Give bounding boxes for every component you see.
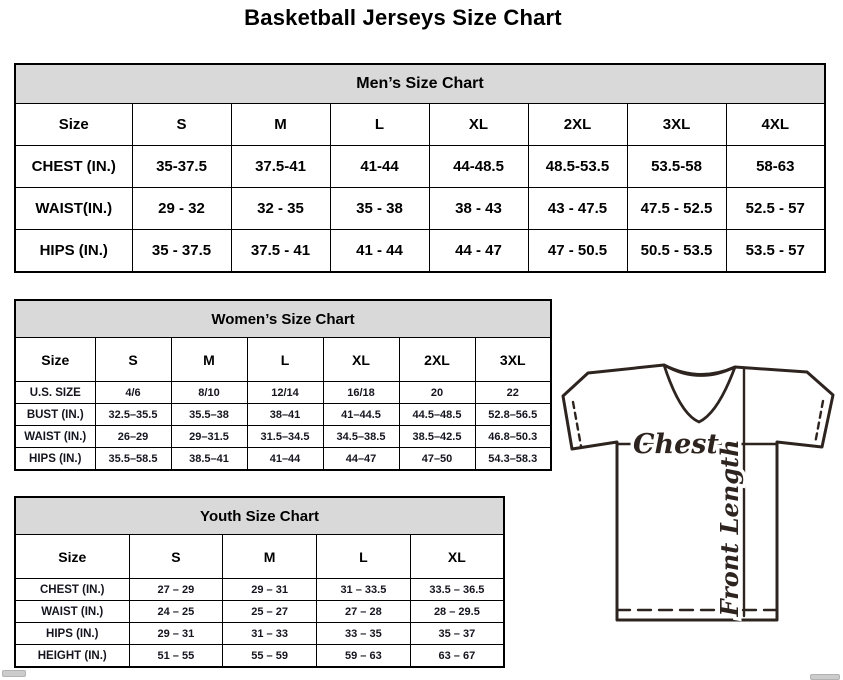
womens-table-row xyxy=(15,448,551,471)
mens-cell-value: 58-63 xyxy=(726,146,825,188)
mens-column-header-size: Size xyxy=(15,104,132,146)
womens-row-label: HIPS (IN.) xyxy=(15,448,95,471)
womens-row-label: BUST (IN.) xyxy=(15,404,95,426)
mens-column-header-m: M xyxy=(231,104,330,146)
youth-cell-value: 29 – 31 xyxy=(223,579,317,601)
mens-cell-value: 44-48.5 xyxy=(429,146,528,188)
mens-cell-value: 37.5-41 xyxy=(231,146,330,188)
womens-table-row xyxy=(15,404,551,426)
youth-size-chart-table xyxy=(14,496,505,668)
womens-cell-value: 38.5–42.5 xyxy=(399,426,475,448)
youth-cell-value: 29 – 31 xyxy=(129,623,223,645)
womens-cell-value: 54.3–58.3 xyxy=(475,448,551,471)
youth-cell-value: 27 – 29 xyxy=(129,579,223,601)
mens-row-label: WAIST(IN.) xyxy=(15,188,132,230)
youth-column-header-m: M xyxy=(223,535,317,579)
youth-cell-value: 59 – 63 xyxy=(317,645,411,668)
womens-size-chart-table xyxy=(14,299,552,471)
horizontal-scrollbar-thumb-right[interactable] xyxy=(810,674,840,680)
youth-table-row xyxy=(15,623,504,645)
womens-table-row xyxy=(15,382,551,404)
youth-cell-value: 25 – 27 xyxy=(223,601,317,623)
womens-cell-value: 20 xyxy=(399,382,475,404)
mens-column-header-2xl: 2XL xyxy=(528,104,627,146)
mens-cell-value: 41 - 44 xyxy=(330,230,429,273)
youth-cell-value: 33.5 – 36.5 xyxy=(410,579,504,601)
mens-row-label: CHEST (IN.) xyxy=(15,146,132,188)
mens-column-header-3xl: 3XL xyxy=(627,104,726,146)
womens-cell-value: 35.5–38 xyxy=(171,404,247,426)
youth-cell-value: 31 – 33.5 xyxy=(317,579,411,601)
womens-column-header-xl: XL xyxy=(323,338,399,382)
womens-cell-value: 38–41 xyxy=(247,404,323,426)
womens-column-header-l: L xyxy=(247,338,323,382)
womens-table-row xyxy=(15,426,551,448)
womens-cell-value: 26–29 xyxy=(95,426,171,448)
mens-cell-value: 47.5 - 52.5 xyxy=(627,188,726,230)
womens-cell-value: 38.5–41 xyxy=(171,448,247,471)
youth-row-label: HIPS (IN.) xyxy=(15,623,129,645)
youth-cell-value: 31 – 33 xyxy=(223,623,317,645)
youth-cell-value: 35 – 37 xyxy=(410,623,504,645)
womens-cell-value: 4/6 xyxy=(95,382,171,404)
youth-column-header-size: Size xyxy=(15,535,129,579)
womens-column-header-m: M xyxy=(171,338,247,382)
youth-column-header-l: L xyxy=(317,535,411,579)
womens-table-title: Women’s Size Chart xyxy=(15,300,551,338)
youth-cell-value: 55 – 59 xyxy=(223,645,317,668)
mens-cell-value: 35-37.5 xyxy=(132,146,231,188)
youth-cell-value: 33 – 35 xyxy=(317,623,411,645)
womens-column-header-3xl: 3XL xyxy=(475,338,551,382)
womens-row-label: U.S. SIZE xyxy=(15,382,95,404)
womens-column-header-s: S xyxy=(95,338,171,382)
womens-cell-value: 32.5–35.5 xyxy=(95,404,171,426)
womens-cell-value: 44–47 xyxy=(323,448,399,471)
youth-table-row xyxy=(15,645,504,668)
mens-cell-value: 35 - 37.5 xyxy=(132,230,231,273)
youth-table-row xyxy=(15,579,504,601)
mens-cell-value: 37.5 - 41 xyxy=(231,230,330,273)
womens-cell-value: 8/10 xyxy=(171,382,247,404)
mens-cell-value: 47 - 50.5 xyxy=(528,230,627,273)
mens-cell-value: 53.5 - 57 xyxy=(726,230,825,273)
youth-table-title: Youth Size Chart xyxy=(15,497,504,535)
womens-cell-value: 16/18 xyxy=(323,382,399,404)
youth-column-header-xl: XL xyxy=(410,535,504,579)
mens-cell-value: 32 - 35 xyxy=(231,188,330,230)
youth-row-label: HEIGHT (IN.) xyxy=(15,645,129,668)
mens-cell-value: 43 - 47.5 xyxy=(528,188,627,230)
womens-cell-value: 47–50 xyxy=(399,448,475,471)
youth-row-label: CHEST (IN.) xyxy=(15,579,129,601)
page-title: Basketball Jerseys Size Chart xyxy=(244,5,562,30)
mens-table-row xyxy=(15,146,825,188)
mens-column-header-s: S xyxy=(132,104,231,146)
womens-row-label: WAIST (IN.) xyxy=(15,426,95,448)
womens-cell-value: 34.5–38.5 xyxy=(323,426,399,448)
mens-cell-value: 50.5 - 53.5 xyxy=(627,230,726,273)
youth-table-row xyxy=(15,601,504,623)
mens-row-label: HIPS (IN.) xyxy=(15,230,132,273)
mens-column-header-xl: XL xyxy=(429,104,528,146)
mens-cell-value: 41-44 xyxy=(330,146,429,188)
womens-cell-value: 46.8–50.3 xyxy=(475,426,551,448)
womens-cell-value: 41–44.5 xyxy=(323,404,399,426)
youth-cell-value: 28 – 29.5 xyxy=(410,601,504,623)
front-length-label: Front Length xyxy=(715,439,744,617)
mens-cell-value: 38 - 43 xyxy=(429,188,528,230)
youth-column-header-s: S xyxy=(129,535,223,579)
mens-cell-value: 53.5-58 xyxy=(627,146,726,188)
mens-cell-value: 35 - 38 xyxy=(330,188,429,230)
mens-table-row xyxy=(15,230,825,273)
horizontal-scrollbar-thumb-left[interactable] xyxy=(2,670,26,677)
youth-row-label: WAIST (IN.) xyxy=(15,601,129,623)
womens-cell-value: 52.8–56.5 xyxy=(475,404,551,426)
womens-column-header-size: Size xyxy=(15,338,95,382)
womens-column-header-2xl: 2XL xyxy=(399,338,475,382)
youth-cell-value: 24 – 25 xyxy=(129,601,223,623)
youth-cell-value: 63 – 67 xyxy=(410,645,504,668)
mens-column-header-4xl: 4XL xyxy=(726,104,825,146)
mens-column-header-l: L xyxy=(330,104,429,146)
womens-cell-value: 12/14 xyxy=(247,382,323,404)
chest-label: Chest xyxy=(633,429,719,460)
mens-cell-value: 52.5 - 57 xyxy=(726,188,825,230)
womens-cell-value: 22 xyxy=(475,382,551,404)
womens-cell-value: 31.5–34.5 xyxy=(247,426,323,448)
womens-cell-value: 35.5–58.5 xyxy=(95,448,171,471)
womens-cell-value: 29–31.5 xyxy=(171,426,247,448)
youth-cell-value: 51 – 55 xyxy=(129,645,223,668)
womens-cell-value: 41–44 xyxy=(247,448,323,471)
womens-cell-value: 44.5–48.5 xyxy=(399,404,475,426)
mens-table-row xyxy=(15,188,825,230)
youth-cell-value: 27 – 28 xyxy=(317,601,411,623)
mens-cell-value: 29 - 32 xyxy=(132,188,231,230)
jersey-measurement-diagram xyxy=(558,358,838,634)
mens-table-title: Men’s Size Chart xyxy=(15,64,825,104)
mens-size-chart-table xyxy=(14,63,826,273)
mens-cell-value: 44 - 47 xyxy=(429,230,528,273)
mens-cell-value: 48.5-53.5 xyxy=(528,146,627,188)
